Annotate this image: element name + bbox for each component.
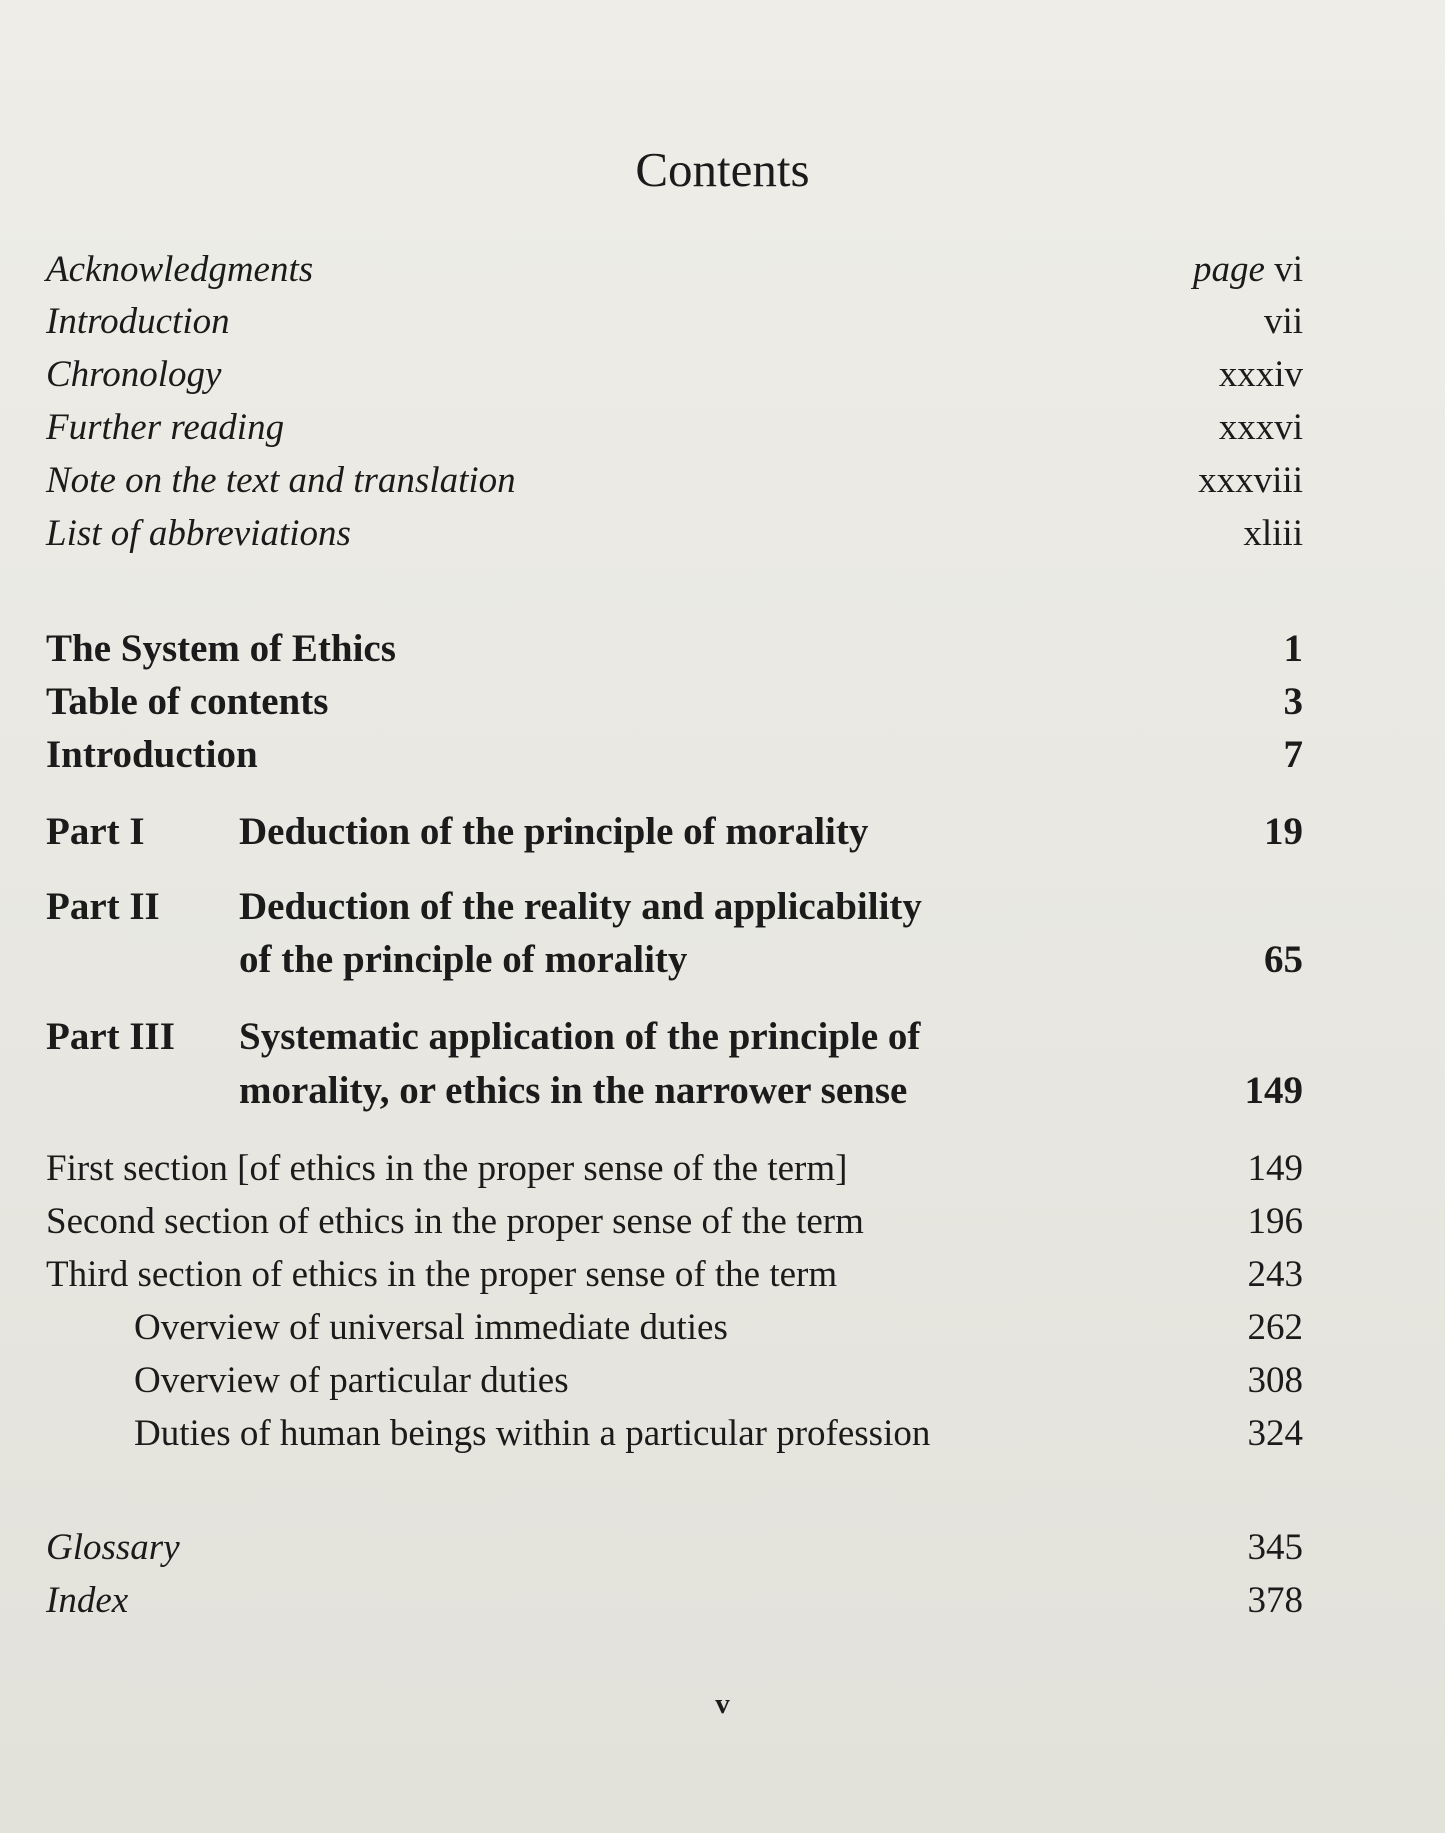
entry-label: Chronology bbox=[46, 354, 222, 395]
toc-entry-index bbox=[46, 1579, 1303, 1633]
entry-label: Overview of particular duties bbox=[134, 1360, 569, 1401]
toc-entry-profession-duties bbox=[46, 1412, 1303, 1466]
toc-entry-acknowledgments bbox=[46, 248, 1303, 302]
part-label: Part III bbox=[46, 1015, 175, 1058]
part-label: Part II bbox=[46, 885, 160, 928]
page-number: 262 bbox=[1247, 1307, 1303, 1348]
entry-page bbox=[1193, 248, 1303, 291]
page-number: 3 bbox=[1283, 680, 1303, 723]
page-folio: v bbox=[715, 1688, 730, 1720]
toc-entry-first-section bbox=[46, 1147, 1303, 1201]
entry-label: Glossary bbox=[46, 1527, 180, 1568]
toc-entry-universal-duties bbox=[46, 1306, 1303, 1360]
entry-label: Second section of ethics in the proper sense of the term bbox=[46, 1201, 864, 1242]
toc-entry-system-of-ethics bbox=[46, 626, 1303, 680]
toc-entry-introduction-main bbox=[46, 732, 1303, 786]
entry-label: Introduction bbox=[46, 301, 230, 342]
page-title: Contents bbox=[635, 142, 810, 197]
toc-entry-further-reading bbox=[46, 406, 1303, 460]
part-title-continued: morality, or ethics in the narrower sense bbox=[239, 1069, 908, 1112]
page-number: vii bbox=[1263, 301, 1303, 342]
toc-entry-note-on-text bbox=[46, 459, 1303, 513]
page-number: 1 bbox=[1283, 627, 1303, 670]
entry-label: Index bbox=[46, 1580, 129, 1621]
entry-label: Table of contents bbox=[46, 680, 329, 723]
page-number: 378 bbox=[1247, 1580, 1303, 1621]
page-number: 19 bbox=[1264, 810, 1303, 853]
page-number: xxxviii bbox=[1198, 460, 1303, 501]
toc-entry-glossary bbox=[46, 1526, 1303, 1580]
toc-entry-part-3-line-1 bbox=[46, 1014, 1303, 1068]
toc-entry-part-2-line-1 bbox=[46, 884, 1303, 938]
entry-label: Third section of ethics in the proper sense of the term bbox=[46, 1254, 838, 1295]
page-number: 149 bbox=[1244, 1069, 1303, 1112]
entry-label: The System of Ethics bbox=[46, 627, 396, 670]
entry-label: First section [of ethics in the proper sense of the term] bbox=[46, 1148, 848, 1189]
entry-label: Duties of human beings within a particular profession bbox=[134, 1413, 931, 1454]
page-number: xxxvi bbox=[1218, 407, 1303, 448]
toc-entry-abbreviations bbox=[46, 512, 1303, 566]
page-number: xxxiv bbox=[1218, 354, 1303, 395]
page-number: vi bbox=[1274, 249, 1303, 290]
toc-entry-part-3-line-2 bbox=[46, 1068, 1303, 1122]
page-number: 308 bbox=[1247, 1360, 1303, 1401]
part-title: Deduction of the principle of morality bbox=[239, 810, 869, 853]
toc-entry-particular-duties bbox=[46, 1359, 1303, 1413]
toc-entry-second-section bbox=[46, 1200, 1303, 1254]
page-prefix: page bbox=[1193, 249, 1265, 290]
page-number: xliii bbox=[1243, 513, 1303, 554]
page-number: 324 bbox=[1247, 1413, 1303, 1454]
part-title: Deduction of the reality and applicability bbox=[239, 885, 922, 928]
toc-entry-table-of-contents bbox=[46, 679, 1303, 733]
toc-entry-part-1 bbox=[46, 809, 1303, 863]
entry-label: Overview of universal immediate duties bbox=[134, 1307, 728, 1348]
entry-label: Acknowledgments bbox=[46, 249, 314, 290]
page-number: 65 bbox=[1264, 938, 1303, 981]
entry-label: Note on the text and translation bbox=[46, 460, 516, 501]
toc-entry-third-section bbox=[46, 1253, 1303, 1307]
page-number: 7 bbox=[1283, 733, 1303, 776]
part-title-continued: of the principle of morality bbox=[239, 938, 688, 981]
page-number: 149 bbox=[1247, 1148, 1303, 1189]
part-label: Part I bbox=[46, 810, 145, 853]
page-number: 196 bbox=[1247, 1201, 1303, 1242]
toc-entry-chronology bbox=[46, 353, 1303, 407]
toc-entry-part-2-line-2 bbox=[46, 937, 1303, 991]
page-number: 345 bbox=[1247, 1527, 1303, 1568]
entry-label: Introduction bbox=[46, 733, 258, 776]
part-title: Systematic application of the principle of bbox=[239, 1015, 921, 1058]
entry-label: Further reading bbox=[46, 407, 285, 448]
toc-entry-introduction-front bbox=[46, 300, 1303, 354]
page-number: 243 bbox=[1247, 1254, 1303, 1295]
entry-label: List of abbreviations bbox=[46, 513, 351, 554]
